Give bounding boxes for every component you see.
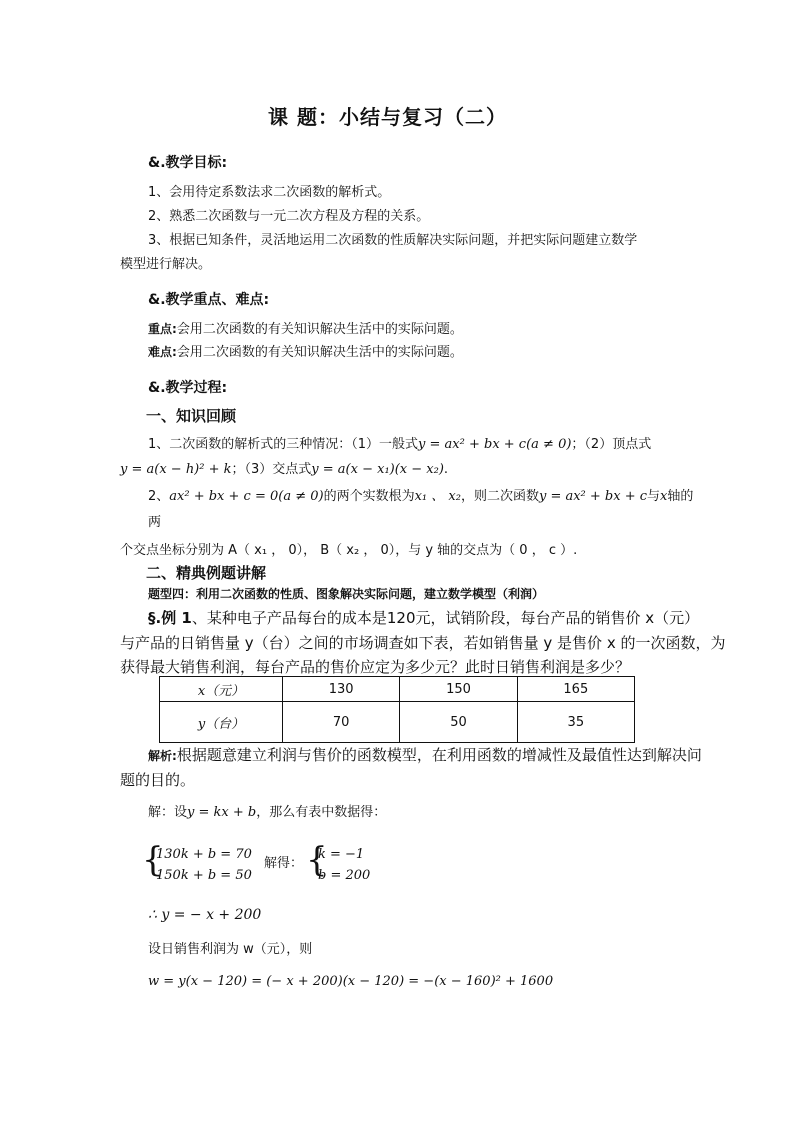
solution-text: 解：设 bbox=[148, 805, 188, 820]
profit-intro: 设日销售利润为 w（元），则 bbox=[148, 942, 313, 957]
review-text: ；（3）交点式 bbox=[231, 462, 312, 477]
left-brace: { bbox=[306, 840, 328, 880]
goal-item-continued: 模型进行解决。 bbox=[120, 257, 212, 272]
solution-system bbox=[318, 844, 370, 886]
intercept-form-formula: y = a(x − x₁)(x − x₂) bbox=[311, 462, 444, 477]
review-line-2 bbox=[120, 460, 448, 480]
quadratic-equation-formula: ax² + bx + c = 0(a ≠ 0) bbox=[169, 489, 324, 504]
example-line-1 bbox=[148, 608, 699, 628]
process-heading: &.教学过程: bbox=[148, 380, 228, 396]
review-line-3: 2、ax² + bx + c = 0(a ≠ 0)的两个实数根为x₁ 、 x₂，则二次函数y = ax² + bx + c与x轴的 bbox=[148, 489, 694, 504]
key-label: 重点: bbox=[148, 322, 177, 336]
problem-type-heading: 题型四：利用二次函数的性质、图象解决实际问题，建立数学模型（利润） bbox=[148, 587, 545, 601]
profit-formula: w = y(x − 120) = (− x + 200)(x − 120) = −(x − 160)² + 1600 bbox=[148, 974, 554, 989]
review-text: 的两个实数根为 bbox=[323, 489, 415, 504]
key-points-heading: &.教学重点、难点: bbox=[148, 292, 270, 308]
solution-text: ，那么有表中数据得： bbox=[256, 805, 387, 820]
table-cell: 35 bbox=[517, 702, 634, 743]
review-text: ，则二次函数 bbox=[460, 489, 539, 504]
data-table bbox=[159, 676, 635, 743]
equation: b = 200 bbox=[318, 868, 371, 883]
analysis-line-1 bbox=[148, 745, 702, 766]
review-text: 轴的 bbox=[667, 489, 694, 504]
review-line-1 bbox=[148, 435, 651, 455]
table-cell: 70 bbox=[283, 702, 400, 743]
linear-function-formula: y = kx + b bbox=[187, 805, 257, 820]
general-form-formula: y = ax² + bx + c(a ≠ 0) bbox=[418, 437, 572, 452]
review-text: 与 bbox=[647, 489, 661, 504]
therefore-line: ∴ y = − x + 200 bbox=[148, 907, 262, 923]
review-text: ；（2）顶点式 bbox=[571, 437, 652, 452]
table-cell: 50 bbox=[400, 702, 517, 743]
part2-heading: 二、精典例题讲解 bbox=[146, 564, 267, 582]
review-text: 1、二次函数的解析式的三种情况：（1）一般式 bbox=[148, 437, 419, 452]
left-brace: { bbox=[142, 840, 164, 880]
example-line-3: 获得最大销售利润，每台产品的售价应定为多少元？此时日销售利润是多少？ bbox=[120, 658, 631, 676]
difficulty-label: 难点: bbox=[148, 345, 177, 359]
example-label: §.例 1 bbox=[148, 609, 192, 627]
example-text: 、某种电子产品每台的成本是120元，试销阶段，每台产品的销售价 x（元） bbox=[191, 609, 700, 627]
review-text: . bbox=[443, 462, 449, 477]
table-cell: 165 bbox=[517, 677, 634, 702]
table-cell: x（元） bbox=[160, 677, 283, 702]
quadratic-function-formula: y = ax² + bx + c bbox=[538, 489, 648, 504]
x-axis-symbol: x bbox=[660, 489, 668, 504]
key-point-line bbox=[148, 319, 463, 340]
solve-label: 解得： bbox=[264, 856, 304, 871]
page-title: 课 题：小结与复习（二） bbox=[268, 105, 507, 129]
table-cell: y（台） bbox=[160, 702, 283, 743]
table-cell: 150 bbox=[400, 677, 517, 702]
analysis-label: 解析: bbox=[148, 749, 177, 763]
goal-item: 2、熟悉二次函数与一元二次方程及方程的关系。 bbox=[148, 209, 430, 224]
difficulty-line bbox=[148, 342, 463, 363]
table-row bbox=[160, 677, 635, 702]
difficulty-text: 会用二次函数的有关知识解决生活中的实际问题。 bbox=[176, 345, 463, 360]
goals-heading: &.教学目标: bbox=[148, 155, 228, 171]
analysis-text: 根据题意建立利润与售价的函数模型，在利用函数的增减性及最值性达到解决问 bbox=[176, 746, 702, 764]
table-row bbox=[160, 702, 635, 743]
review-line-4: 两 bbox=[148, 515, 162, 530]
goal-item: 1、会用待定系数法求二次函数的解析式。 bbox=[148, 185, 391, 200]
key-text: 会用二次函数的有关知识解决生活中的实际问题。 bbox=[176, 322, 463, 337]
equation: 150k + b = 50 bbox=[156, 868, 252, 883]
review-line-5: 个交点坐标分别为 A（ x₁ ， 0）， B（ x₂ ， 0），与 y 轴的交点为（ 0 ， c ）. bbox=[120, 543, 578, 558]
roots-formula: x₁ 、 x₂ bbox=[414, 489, 461, 504]
vertex-form-formula: y = a(x − h)² + k bbox=[120, 462, 232, 477]
solution-intro bbox=[148, 803, 386, 823]
example-line-2: 与产品的日销售量 y（台）之间的市场调查如下表，若如销售量 y 是售价 x 的一次函数，为 bbox=[120, 634, 726, 652]
equation: k = −1 bbox=[318, 847, 365, 862]
table-cell: 130 bbox=[283, 677, 400, 702]
goal-item: 3、根据已知条件，灵活地运用二次函数的性质解决实际问题，并把实际问题建立数学 bbox=[148, 233, 638, 248]
analysis-line-2: 题的目的。 bbox=[120, 771, 196, 789]
equation: 130k + b = 70 bbox=[156, 847, 252, 862]
equation-system bbox=[156, 844, 252, 886]
part1-heading: 一、知识回顾 bbox=[146, 407, 237, 425]
